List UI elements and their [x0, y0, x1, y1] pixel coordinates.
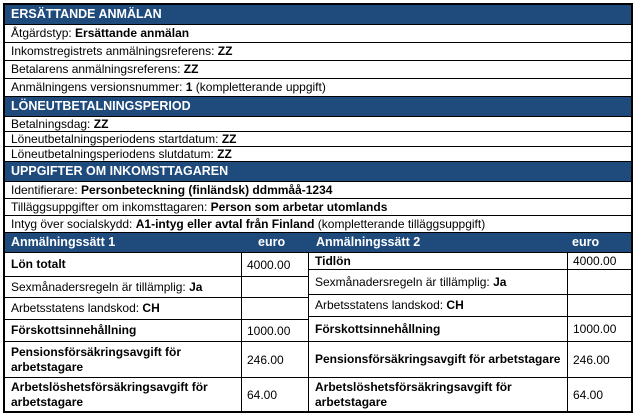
column-header-euro-1: euro: [258, 235, 286, 249]
section-header-income-earner: UPPGIFTER OM INKOMSTTAGAREN: [5, 162, 631, 182]
info-row-payer-reference: [5, 61, 631, 79]
cell-label: Sexmånadersregeln är tillämplig:: [315, 274, 494, 289]
info-value: ZZ: [183, 62, 199, 76]
info-label: Identifierare:: [11, 183, 82, 197]
table-row-total-wage: [5, 253, 308, 277]
table-row-unemployment-contribution: [309, 378, 631, 411]
report-table-body: [5, 253, 631, 411]
info-row-register-reference: [5, 43, 631, 61]
table-row-unemployment-contribution: [5, 378, 308, 411]
column-header-method-2: Anmälningssätt 2: [316, 235, 421, 249]
cell-value: Arbetslöshetsförsäkringsavgift för arbetstagare: [315, 379, 512, 409]
cell-amount: 246.00: [573, 352, 610, 367]
info-value: Ersättande anmälan: [75, 26, 190, 40]
info-value: 1: [185, 80, 193, 94]
info-row-payment-date: [5, 117, 631, 132]
cell-value: Pensionsförsäkringsavgift för arbetstagare: [315, 352, 561, 366]
info-row-identifier: [5, 182, 631, 199]
cell-amount: [568, 270, 631, 294]
column-header-euro-2: euro: [572, 235, 600, 249]
section-header-replacement-report: ERSÄTTANDE ANMÄLAN: [5, 5, 631, 25]
cell-amount: [242, 298, 308, 319]
section-replacement-report: [5, 25, 631, 97]
cell-amount: [568, 295, 631, 316]
cell-value: Ja: [189, 279, 203, 294]
cell-amount: 4000.00: [573, 254, 617, 268]
info-value: ZZ: [221, 132, 237, 146]
method-1-table: [5, 253, 309, 411]
cell-label: Sexmånadersregeln är tillämplig:: [11, 279, 190, 294]
cell-amount: 4000.00: [247, 257, 291, 272]
cell-amount: 246.00: [247, 352, 284, 367]
table-row-pension-contribution: [5, 342, 308, 378]
info-row-social-security-certificate: [5, 216, 631, 233]
column-header-method-1: Anmälningssätt 1: [11, 235, 116, 249]
info-label: Anmälningens versionsnummer:: [11, 80, 186, 94]
cell-amount: 1000.00: [573, 322, 617, 336]
cell-label: Arbetsstatens landskod:: [315, 298, 447, 312]
cell-value: CH: [446, 298, 464, 312]
info-label: Betalarens anmälningsreferens:: [11, 62, 184, 76]
cell-amount: [242, 277, 308, 297]
info-label: Intyg över socialskydd:: [11, 217, 136, 231]
info-suffix: (kompletterande uppgift): [192, 80, 326, 94]
replacement-report-document: [3, 3, 633, 413]
cell-value: Tidlön: [315, 253, 351, 268]
cell-value: Förskottsinnehållning: [315, 321, 441, 336]
info-row-action-type: [5, 25, 631, 43]
report-table-header: [5, 233, 631, 253]
cell-value: CH: [142, 301, 160, 315]
table-row-work-country-code: [309, 295, 631, 317]
info-value: A1-intyg eller avtal från Finland: [135, 217, 315, 231]
table-row-withholding: [5, 320, 308, 342]
cell-amount: 64.00: [247, 387, 278, 402]
cell-amount: 1000.00: [247, 323, 291, 338]
info-label: Åtgärdstyp:: [11, 26, 76, 40]
section-income-earner: [5, 182, 631, 233]
table-row-six-month-rule: [309, 270, 631, 295]
info-label: Betalningsdag:: [11, 117, 94, 131]
info-label: Löneutbetalningsperiodens startdatum:: [11, 132, 222, 146]
info-value: ZZ: [217, 44, 233, 58]
info-value: Person som arbetar utomlands: [210, 200, 388, 214]
cell-value: Ja: [493, 274, 507, 289]
method-2-table: [309, 253, 631, 411]
info-value: ZZ: [217, 147, 232, 161]
info-row-additional-info: [5, 199, 631, 216]
info-label: Tilläggsuppgifter om inkomsttagaren:: [11, 200, 211, 214]
section-header-pay-period: LÖNEUTBETALNINGSPERIOD: [5, 97, 631, 117]
section-pay-period: [5, 117, 631, 162]
table-row-time-wage: [309, 253, 631, 270]
info-row-version-number: [5, 79, 631, 97]
info-label: Inkomstregistrets anmälningsreferens:: [11, 44, 218, 58]
info-suffix: (kompletterande tilläggsuppgift): [314, 217, 486, 231]
cell-amount: 64.00: [573, 387, 604, 402]
info-value: Personbeteckning (finländsk) ddmmåå-1234: [81, 183, 333, 197]
cell-value: Förskottsinnehållning: [11, 323, 137, 337]
table-row-six-month-rule: [5, 277, 308, 298]
table-row-pension-contribution: [309, 342, 631, 378]
table-row-work-country-code: [5, 298, 308, 320]
info-label: Löneutbetalningsperiodens slutdatum:: [11, 147, 218, 161]
cell-value: Arbetslöshetsförsäkringsavgift för arbetstagare: [11, 379, 208, 409]
info-value: ZZ: [93, 117, 109, 131]
info-row-period-end: [5, 147, 631, 162]
cell-label: Arbetsstatens landskod:: [11, 301, 143, 315]
table-row-withholding: [309, 317, 631, 342]
cell-value: Pensionsförsäkringsavgift för arbetstagare: [11, 344, 182, 374]
cell-value: Lön totalt: [11, 257, 66, 271]
info-row-period-start: [5, 132, 631, 147]
